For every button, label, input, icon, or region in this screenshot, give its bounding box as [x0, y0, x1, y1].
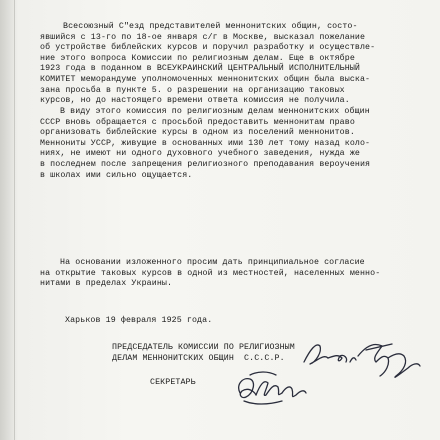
text-line: явшийся с 13-го по 18-ое января с/г в Москве, высказал пожелание: [40, 32, 366, 42]
text-line: организовать библейские курсы в одном из поселений меннонитов.: [40, 128, 355, 138]
text-line: На основании изложенного просим дать принципиальное согласие: [60, 258, 365, 267]
text-line: 1923 года в поданном в ВСЕУКРАИНСКИЙ ЦЕНТРАЛЬНЫЙ ИСПОЛНИТЕЛЬНЫЙ: [40, 64, 360, 74]
text-line: на открытие таковых курсов в одной из местностей, населенных менно-: [40, 268, 381, 278]
chairman-signature: [300, 332, 425, 387]
text-line: Всесоюзный С"езд представителей меннонитских общин, состо-: [63, 22, 358, 31]
secretary-signature: [232, 365, 312, 413]
page-edge-shadow: [0, 0, 18, 440]
text-line: в школах ими сильно ощущается.: [40, 170, 193, 180]
text-line: Меннониты УССР, живущие в основанных ими 130 лет тому назад коло-: [40, 138, 371, 148]
text-line: КОМИТЕТ меморандуме уполномоченных меннонитских общин была выска-: [40, 75, 371, 84]
chairman-title-line-2: ДЕЛАМ МЕННОНИТСКИХ ОБЩИН С.С.С.Р.: [112, 354, 285, 363]
text-line: зана просьба в пункте 5. о разрешении на организацию таковых: [40, 85, 345, 95]
text-line: СССР вновь обращается с просьбой предоставить меннонитам право: [40, 117, 355, 127]
text-line: об устройстве библейских курсов и поручил разработку и осуществле-: [40, 43, 376, 53]
text-line: курсов, но до настоящего времени ответа комиссия не получила.: [40, 96, 350, 106]
chairman-title-line-1: ПРЕДСЕДАТЕЛЬ КОМИССИИ ПО РЕЛИГИОЗНЫМ: [112, 343, 295, 352]
text-line: в последнем после запрещения религиозного преподавания вероучения: [40, 160, 371, 169]
text-line: нитами в пределах Украины.: [40, 279, 173, 289]
date-line: Харьков 19 февраля 1925 года.: [65, 316, 213, 325]
text-line: ниях, не имеют ни одного духовного учебного заведения, нужда же: [40, 149, 360, 159]
text-line: ние этого вопроса Комиссии по религиозным делам. Еще в октябре: [40, 53, 355, 63]
page-fold-line: [14, 0, 15, 440]
secretary-title: СЕКРЕТАРЬ: [150, 378, 196, 387]
text-line: В виду этого комиссия по религиозным делам меннонитских общин: [60, 107, 370, 116]
